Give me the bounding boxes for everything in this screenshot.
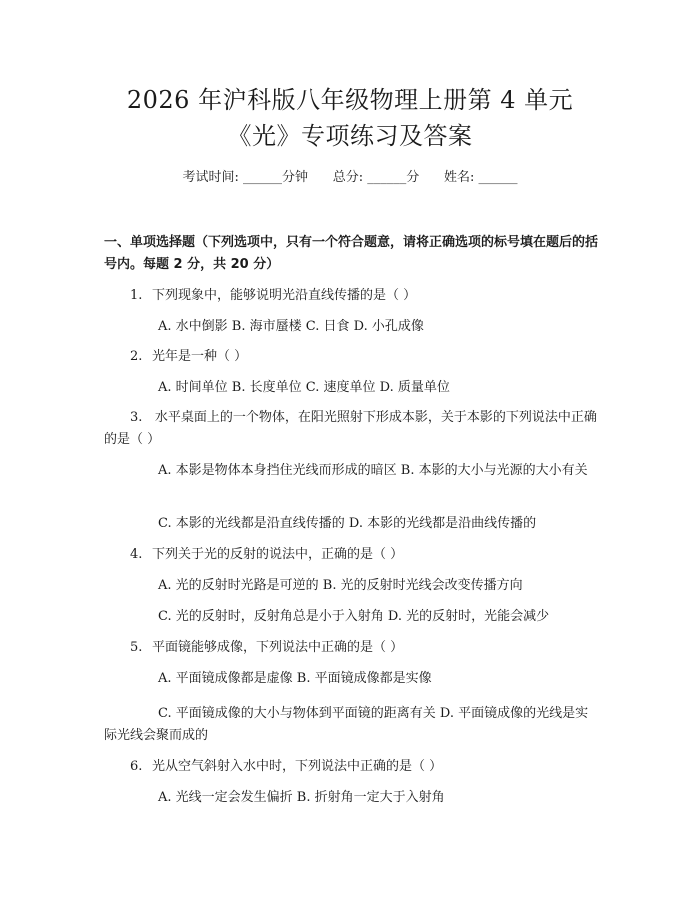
question-5-options-cd: C. 平面镜成像的大小与物体到平面镜的距离有关 D. 平面镜成像的光线是实际光线会聚而成的 — [104, 706, 589, 743]
question-3 — [104, 407, 600, 451]
question-5-options-ab: A. 平面镜成像都是虚像 B. 平面镜成像都是实像 — [158, 671, 432, 686]
question-stem: 下列关于光的反射的说法中，正确的是（ ） — [152, 547, 404, 562]
question-stem: 光从空气斜射入水中时，下列说法中正确的是（ ） — [152, 759, 443, 774]
question-1 — [104, 285, 600, 307]
question-1-options: A. 水中倒影 B. 海市蜃楼 C. 日食 D. 小孔成像 — [158, 319, 424, 334]
section-heading: 一、单项选择题（下列选项中，只有一个符合题意，请将正确选项的标号填在题后的括号内。每题 2 分，共 20 分） — [104, 235, 599, 272]
question-2 — [104, 346, 600, 368]
question-stem: 光年是一种（ ） — [152, 349, 248, 364]
question-number: 2. — [130, 349, 143, 364]
page-title-line1: 2026 年沪科版八年级物理上册第 4 单元 — [126, 86, 574, 114]
question-6 — [104, 756, 600, 778]
question-number: 5. — [130, 640, 143, 655]
exam-meta-info: 考试时间: ______分钟 总分: ______分 姓名: ______ — [182, 170, 518, 185]
question-3-options-ab: A. 本影是物体本身挡住光线而形成的暗区 B. 本影的大小与光源的大小有关 — [158, 463, 588, 478]
question-6-options: A. 光线一定会发生偏折 B. 折射角一定大于入射角 — [158, 790, 445, 805]
question-5 — [104, 637, 600, 659]
question-3-options-cd: C. 本影的光线都是沿直线传播的 D. 本影的光线都是沿曲线传播的 — [158, 516, 537, 531]
question-stem: 下列现象中，能够说明光沿直线传播的是（ ） — [152, 288, 417, 303]
question-4 — [104, 544, 600, 566]
question-number: 1. — [130, 288, 143, 303]
question-4-options-cd: C. 光的反射时，反射角总是小于入射角 D. 光的反射时，光能会减少 — [158, 609, 550, 624]
question-number: 6. — [130, 759, 143, 774]
question-2-options: A. 时间单位 B. 长度单位 C. 速度单位 D. 质量单位 — [158, 380, 450, 395]
question-stem: 平面镜能够成像，下列说法中正确的是（ ） — [152, 640, 404, 655]
page-title-line2: 《光》专项练习及答案 — [227, 122, 473, 150]
question-number: 3. — [130, 410, 143, 425]
question-stem: 水平桌面上的一个物体，在阳光照射下形成本影，关于本影的下列说法中正确的是（ ） — [104, 410, 597, 447]
question-number: 4. — [130, 547, 143, 562]
question-4-options-ab: A. 光的反射时光路是可逆的 B. 光的反射时光线会改变传播方向 — [158, 578, 523, 593]
